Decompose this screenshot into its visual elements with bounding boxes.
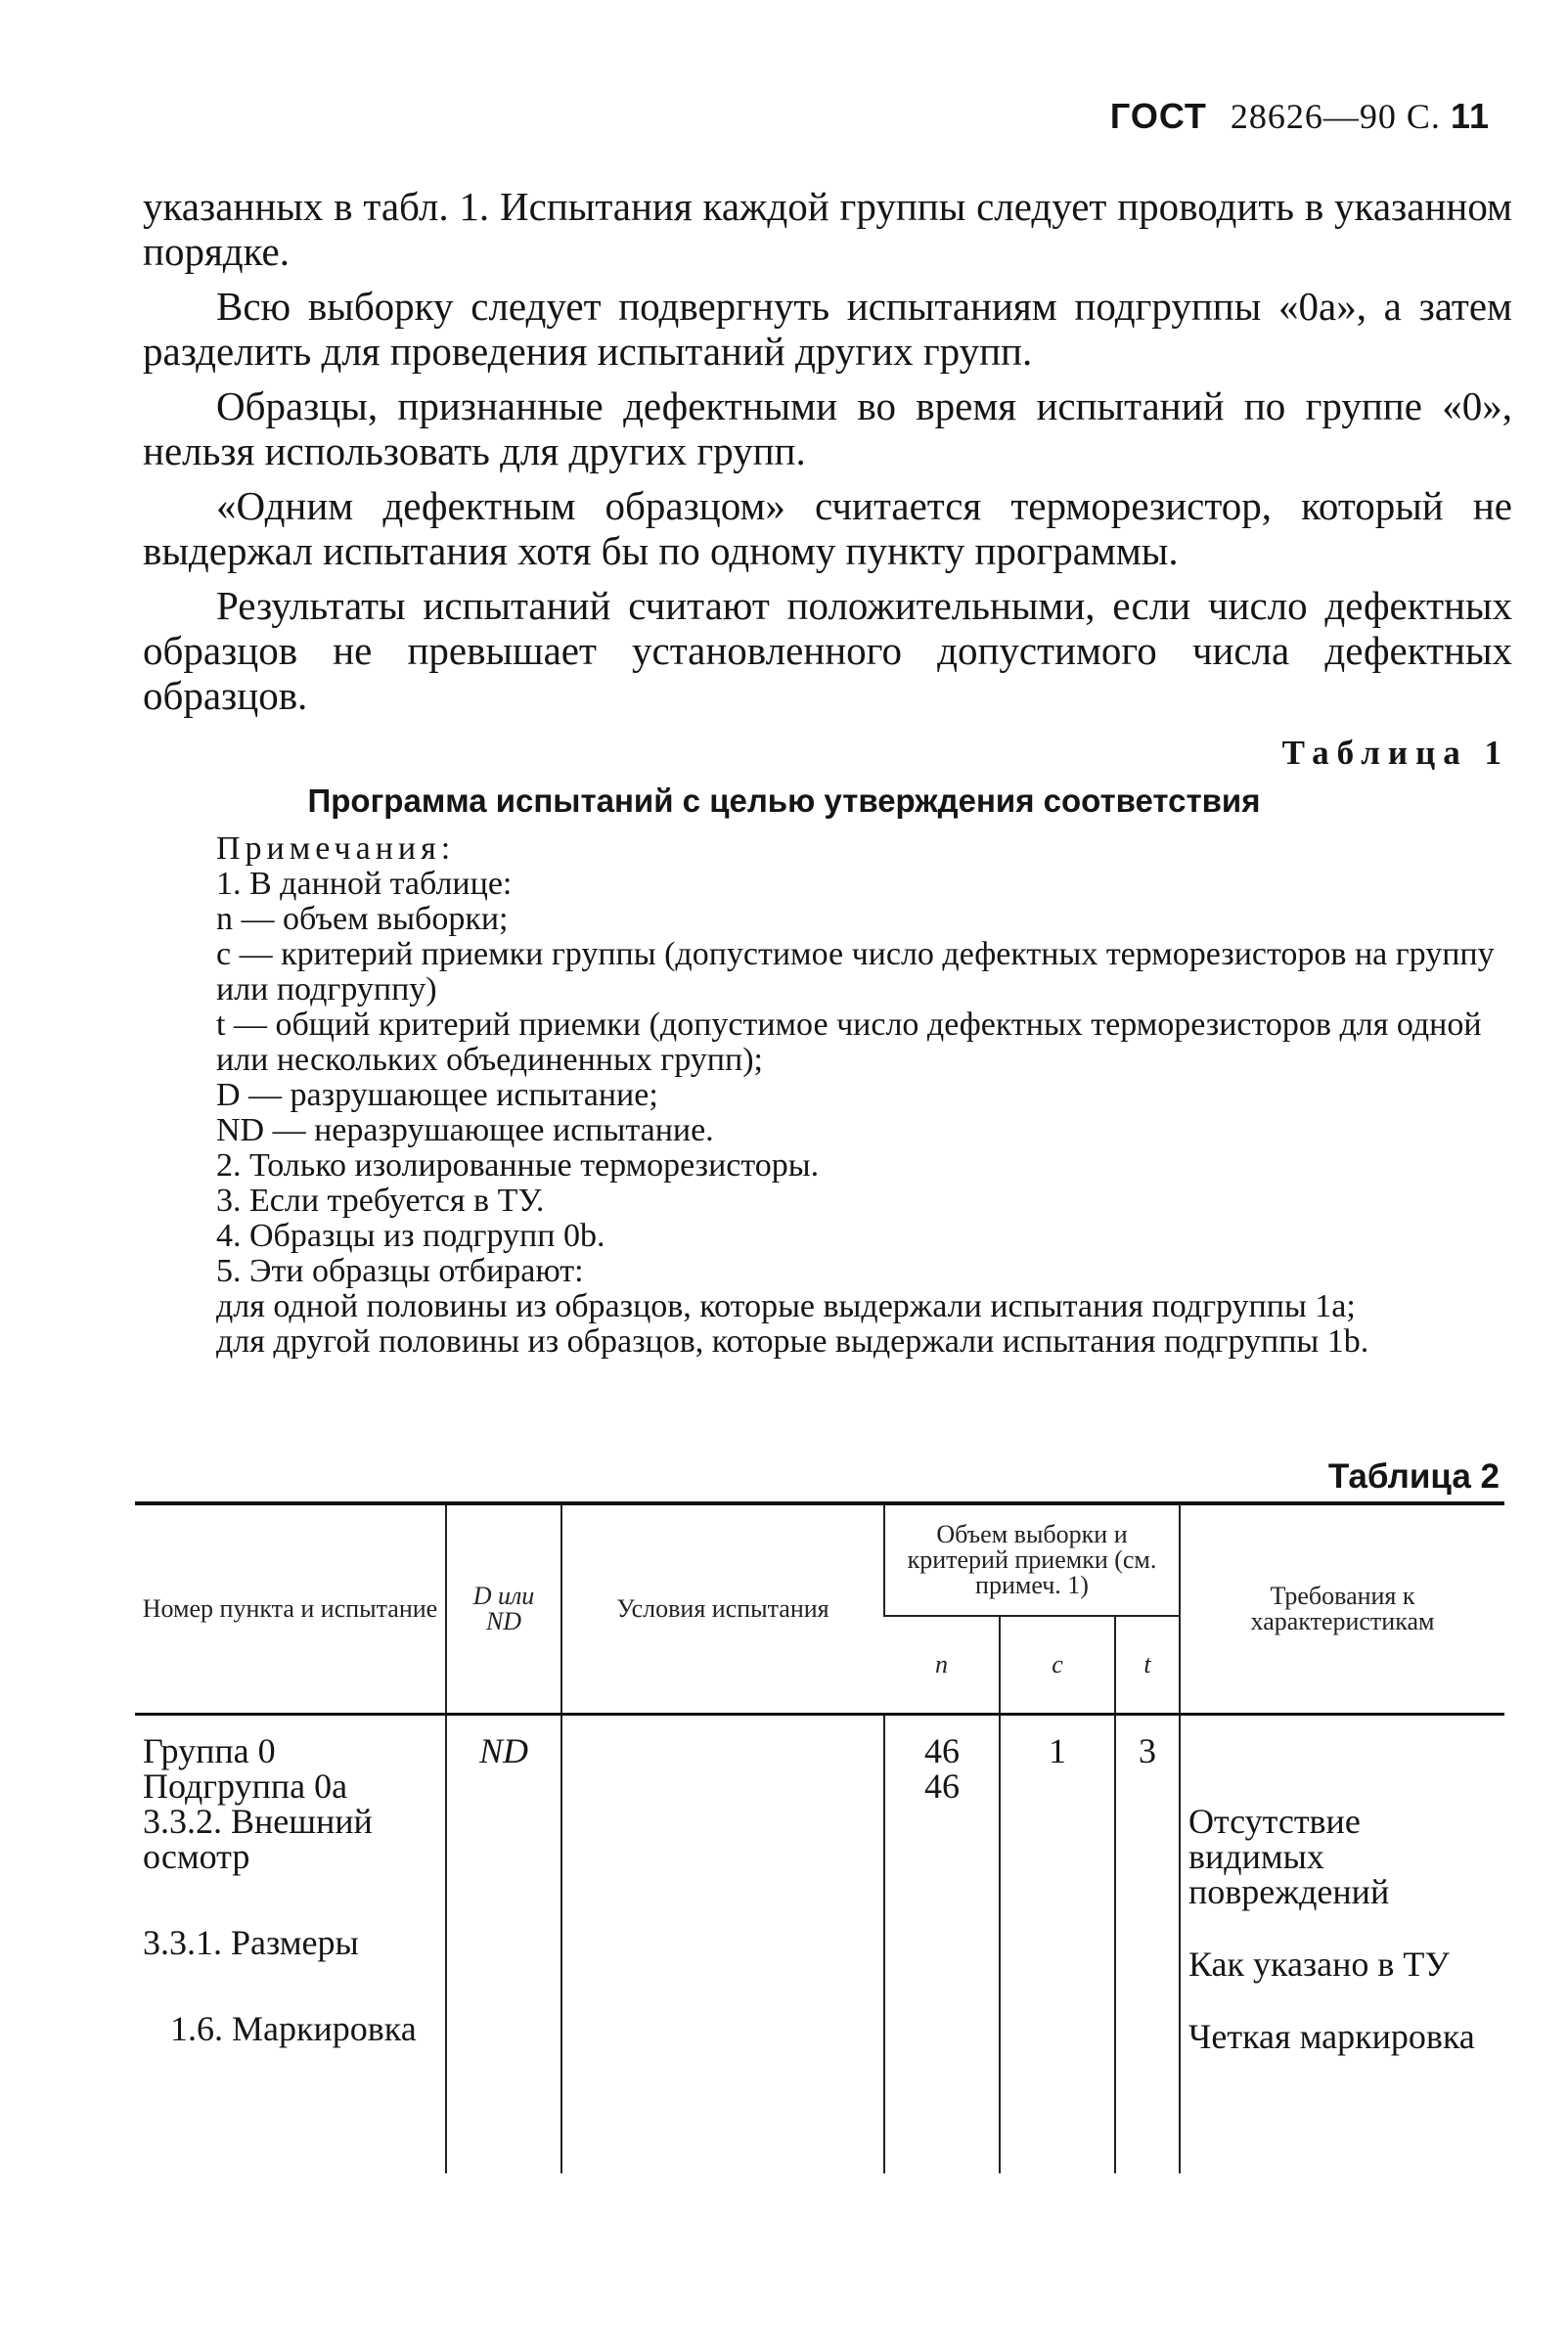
paragraph-5: Результаты испытаний считают положительными, если число дефектных образцов не превышает установленного допустимого числа дефектных образцов. xyxy=(143,583,1512,718)
n-subgroup-value: 46 xyxy=(924,1766,960,1806)
item-dimensions: 3.3.1. Размеры xyxy=(143,1922,359,1962)
header-conditions: Условия испытания xyxy=(561,1503,884,1714)
header-item: Номер пункта и испытание xyxy=(135,1503,446,1714)
items-cell xyxy=(135,1714,446,2173)
note-1b: c — критерий приемки группы (допустимое число дефектных терморезисторов на группу или подгруппу) xyxy=(216,936,1495,1007)
group-label: Группа 0 xyxy=(143,1730,276,1770)
table2 xyxy=(135,1501,1504,2173)
paragraph-2: Всю выборку следует подвергнуть испытаниям подгруппы «0а», а затем разделить для проведения испытаний других групп. xyxy=(143,284,1512,374)
d-nd-cell: ND xyxy=(446,1714,561,2173)
note-5a: для одной половины из образцов, которые выдержали испытания подгруппы 1а; xyxy=(216,1288,1356,1324)
header-sample: Объем выборки и критерий приемки (см. примеч. 1) xyxy=(884,1503,1180,1616)
note-3: 3. Если требуется в ТУ. xyxy=(216,1183,545,1219)
header-requirements: Требования к характеристикам xyxy=(1180,1503,1504,1714)
note-1: 1. В данной таблице: xyxy=(216,866,513,902)
conditions-cell xyxy=(561,1714,884,2173)
subgroup-label: Подгруппа 0а xyxy=(143,1766,348,1806)
t-cell: 3 xyxy=(1115,1714,1180,2173)
page-number: 11 xyxy=(1450,96,1490,136)
standard-label: ГОСТ xyxy=(1109,96,1207,136)
note-1e: ND — неразрушающее испытание. xyxy=(216,1112,714,1148)
header-t: t xyxy=(1115,1616,1180,1714)
header-d-nd: D или ND xyxy=(446,1503,561,1714)
item-marking: 1.6. Маркировка xyxy=(170,2008,417,2048)
req-dimensions: Как указано в ТУ xyxy=(1188,1944,1450,1984)
note-5: 5. Эти образцы отбирают: xyxy=(216,1253,584,1289)
notes-heading: Примечания: xyxy=(216,830,456,867)
page-label: С. xyxy=(1406,97,1441,136)
requirements-cell xyxy=(1180,1714,1504,2173)
note-2: 2. Только изолированные терморезисторы. xyxy=(216,1147,820,1184)
note-1d: D — разрушающее испытание; xyxy=(216,1077,658,1113)
n-cell xyxy=(884,1714,1000,2173)
table1-title: Программа испытаний с целью утверждения соответствия xyxy=(307,783,1261,819)
note-1a: n — объем выборки; xyxy=(216,901,509,937)
table1-notes xyxy=(143,831,1512,1360)
paragraph-4: «Одним дефектным образцом» считается терморезистор, который не выдержал испытания хотя бы по одному пункту программы. xyxy=(143,483,1512,573)
req-marking: Четкая маркировка xyxy=(1188,2016,1475,2056)
note-5b: для другой половины из образцов, которые выдержали испытания подгруппы 1b. xyxy=(216,1323,1369,1360)
note-1c: t — общий критерий приемки (допустимое число дефектных терморезисторов для одной или нескольких объединенных групп); xyxy=(216,1006,1482,1078)
n-group-value: 46 xyxy=(924,1730,960,1770)
c-cell: 1 xyxy=(1000,1714,1115,2173)
paragraph-1: указанных в табл. 1. Испытания каждой группы следует проводить в указанном порядке. xyxy=(143,184,1512,274)
note-4: 4. Образцы из подгрупп 0b. xyxy=(216,1218,605,1254)
item-visual-inspection: 3.3.2. Внешний осмотр xyxy=(143,1801,373,1876)
table2-caption: Таблица 2 xyxy=(1327,1457,1500,1496)
standard-number: 28626—90 xyxy=(1230,97,1397,136)
req-visual: Отсутствие видимых повреждений xyxy=(1188,1801,1390,1911)
table1-caption: Таблица 1 xyxy=(1281,734,1509,772)
page-header xyxy=(1110,96,1503,137)
header-n: n xyxy=(884,1616,1000,1714)
paragraph-3: Образцы, признанные дефектными во время испытаний по группе «0», нельзя использовать для других групп. xyxy=(143,383,1512,473)
body-text xyxy=(143,184,1512,728)
header-c: c xyxy=(1000,1616,1115,1714)
